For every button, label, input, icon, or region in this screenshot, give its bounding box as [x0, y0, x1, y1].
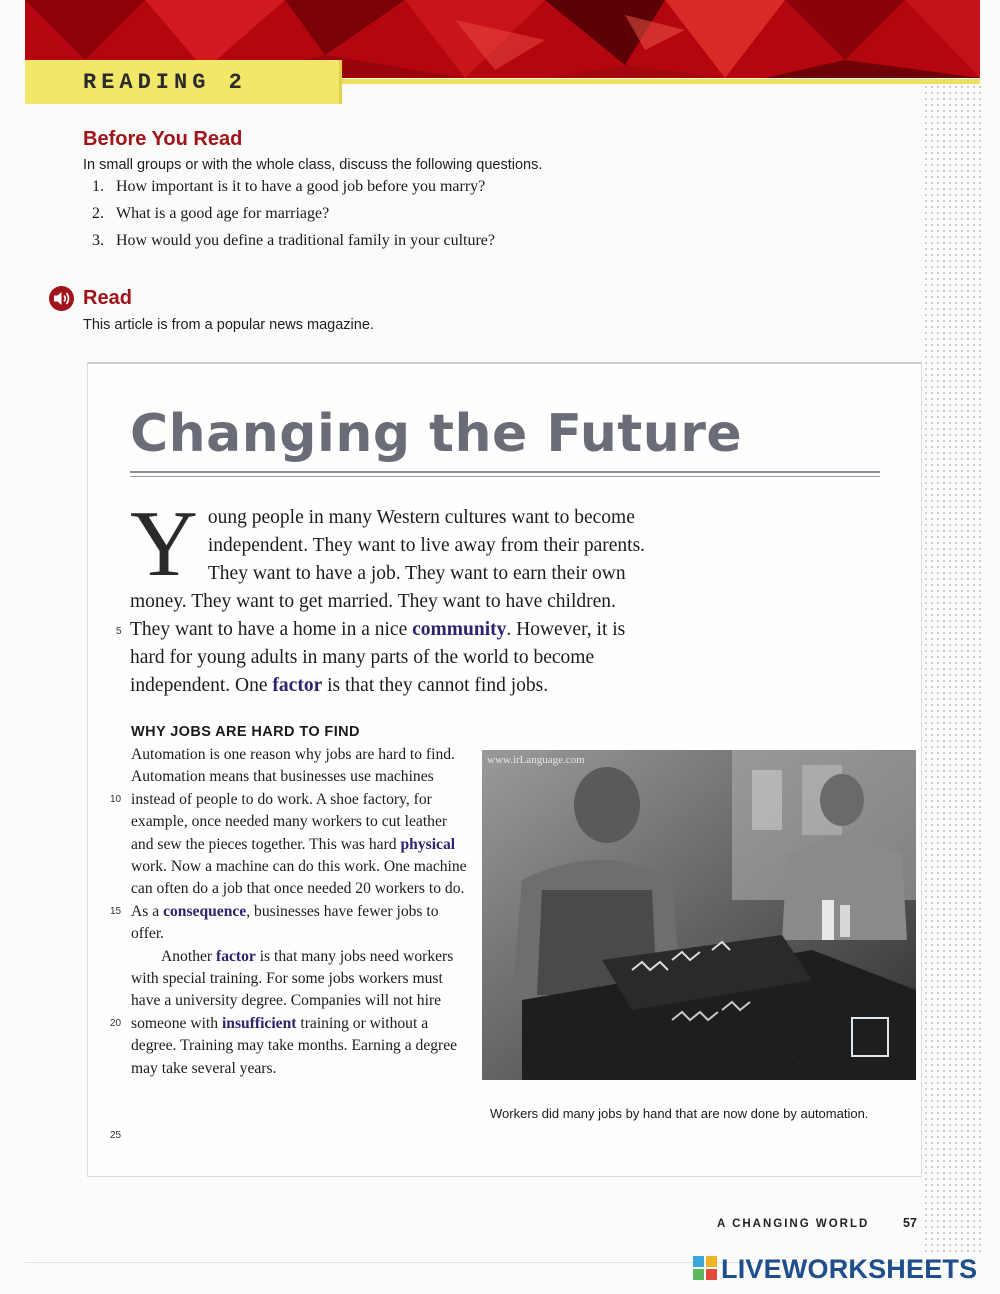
page-number: 57 [903, 1216, 917, 1230]
body-text [131, 744, 471, 1080]
paragraph: Automation is one reason why jobs are hard to find. Automation means that businesses use machines instead of people to do work. A shoe factory, for example, once needed many workers to cut leather and sew the pieces together. This was hard physical work. Now a machine can do this work. One machine can often do a job that once needed 20 workers to do. As a consequence, businesses have fewer jobs to offer. [131, 746, 467, 943]
vocab-word: community [412, 619, 507, 640]
question-item: 3. How would you define a traditional family in your culture? [92, 232, 496, 249]
question-item: 1. How important is it to have a good job before you marry? [92, 178, 486, 195]
photo-caption: Workers did many jobs by hand that are now done by automation. [490, 1106, 869, 1121]
vocab-word: factor [216, 947, 256, 965]
read-title: Read [83, 287, 132, 309]
liveworksheets-logo[interactable] [693, 1254, 977, 1285]
audio-speaker-icon[interactable] [48, 285, 75, 312]
liveworksheets-text: LIVEWORKSHEETS [721, 1254, 978, 1284]
question-item: 2. What is a good age for marriage? [92, 205, 330, 222]
photo-illustration [482, 750, 916, 1080]
title-rule [130, 476, 880, 477]
vocab-word: physical [400, 835, 456, 853]
side-dot-pattern [923, 84, 983, 1254]
before-you-read-instruction: In small groups or with the whole class, discuss the following questions. [83, 157, 543, 173]
footer-section-title: A CHANGING WORLD [717, 1218, 870, 1230]
line-number: 5 [116, 626, 122, 637]
discussion-questions [92, 178, 495, 259]
drop-cap: Y [130, 492, 198, 596]
liveworksheets-mark-icon [693, 1256, 717, 1280]
read-instruction: This article is from a popular news magazine. [83, 317, 374, 333]
line-number: 25 [110, 1130, 122, 1141]
vocab-word: consequence [163, 902, 247, 920]
intro-paragraph: Y oung people in many Western cultures want to become independent. They want to live away from their parents. They want to have a job. They want to earn their own money. They want to get married. They want to have children. They want to have a home in a nice community. However, it is hard for young adults in many parts of the world to become independent. One factor is that they cannot find jobs. [130, 492, 646, 696]
line-number: 10 [110, 794, 122, 805]
vocab-word: factor [272, 675, 323, 696]
reading-tab [25, 60, 342, 104]
reading-label: READING 2 [83, 70, 247, 95]
factory-workers-photo [482, 750, 916, 1080]
vocab-word: insufficient [221, 1014, 297, 1032]
article-title: Changing the Future [130, 404, 743, 464]
article-box [87, 362, 922, 1177]
title-rule [130, 471, 880, 473]
line-number: 15 [110, 906, 122, 917]
header-rule [339, 79, 980, 84]
subheading: WHY JOBS ARE HARD TO FIND [131, 724, 360, 740]
paragraph: Another factor is that many jobs need workers with special training. For some jobs workers must have a university degree. Companies will not hire someone with insufficient training or without a degree. Training may take months. Earning a degree may take several years. [131, 947, 458, 1077]
before-you-read-title: Before You Read [83, 128, 243, 150]
photo-watermark: www.irLanguage.com [487, 754, 585, 766]
line-number: 20 [110, 1018, 122, 1029]
